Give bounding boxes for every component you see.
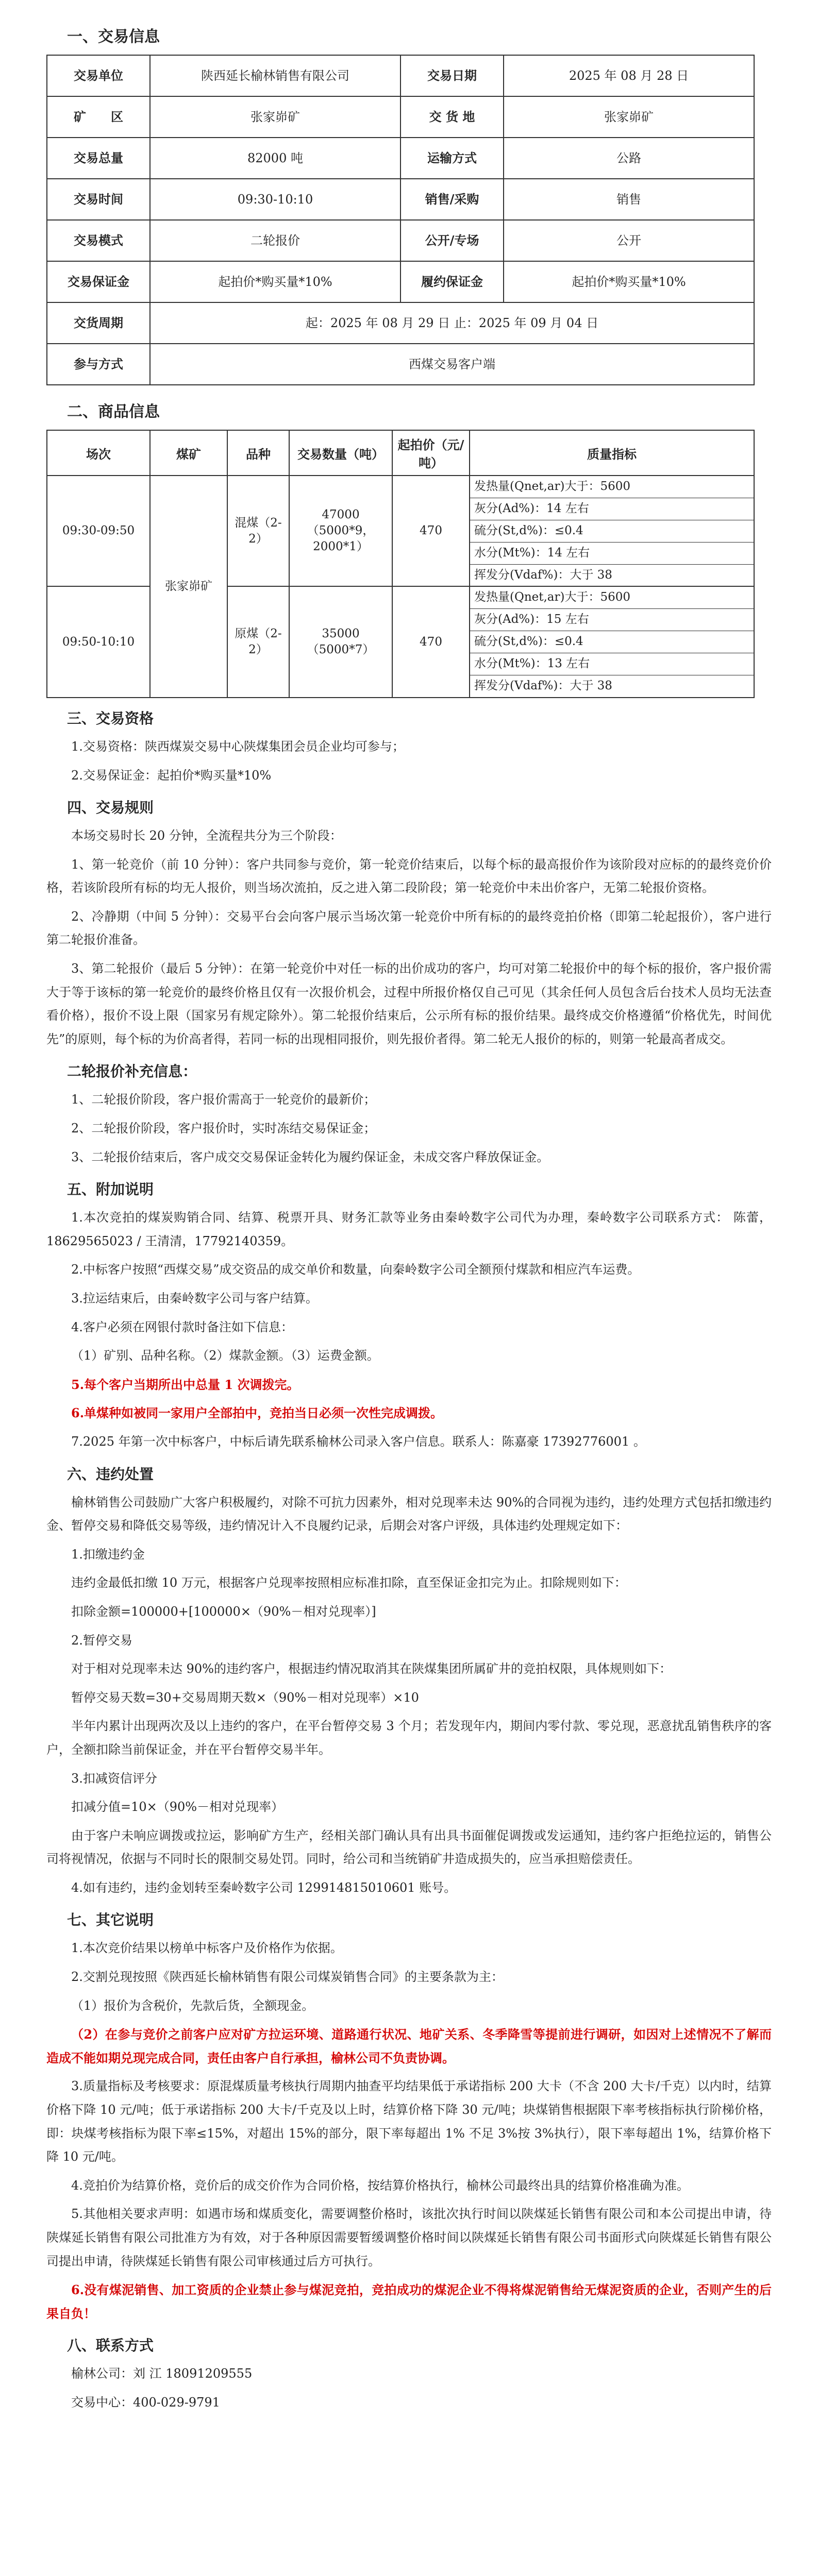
paragraph: 2.交易保证金：起拍价*购买量*10% [71,768,272,783]
highlight-paragraph: 5.每个客户当期所出中总量 1 次调拨完。 [71,1377,299,1392]
indicator-item: 灰分(Ad%)：14 左右 [470,498,754,520]
cell-mine: 张家峁矿 [150,476,227,698]
section-title-qualification: 三、交易资格 [67,709,154,727]
cell-label: 公开/专场 [400,220,504,261]
table-row [47,302,754,344]
section-title-contact: 八、联系方式 [67,2337,154,2354]
paragraph: 3.扣减资信评分 [71,1771,157,1786]
indicator-item: 发热量(Qnet,ar)大于：5600 [470,587,754,609]
cell-label: 交易总量 [47,138,150,179]
trade-info-table [46,55,755,385]
paragraph: 3.质量指标及考核要求：原混煤质量考核执行周期内抽查平均结果低于承诺指标 200 大卡（不含 200 大卡/千克）以内时，结算价格下降 10 元/吨；低于承诺指标 200 大卡/千克及以上时，结算价格下降 30 元/吨；块煤销售根据限下率考核指标执行阶梯价格，即：块煤考核指标为限下率≤15%，对超出 15%的部分，限下率每超出 1% 不足 3%按 3%执行），限下率每超出 1%，结算价格下降 10 元/吨。 [46,2079,772,2164]
paragraph: 1、第一轮竞价（前 10 分钟）：客户共同参与竞价，第一轮竞价结束后，以每个标的最高报价作为该阶段对应标的的最终竞价价格，若该阶段所有标的均无人报价，则当场次流拍，反之进入第二段阶段；第一轮竞价中未出价客户，无第二轮报价资格。 [46,857,772,895]
formula: 暂停交易天数=30+交易周期天数×（90%－相对兑现率）×10 [71,1690,419,1705]
table-row [47,55,754,96]
highlight-paragraph: 6.没有煤泥销售、加工资质的企业禁止参与煤泥竞拍，竞拍成功的煤泥企业不得将煤泥销售给无煤泥资质的企业，否则产生的后果自负！ [46,2282,772,2321]
section-title-other: 七、其它说明 [67,1911,154,1929]
cell-quantity: 35000（5000*7） [289,586,392,697]
cell-value: 张家峁矿 [504,96,754,138]
paragraph: 4.客户必须在网银付款时备注如下信息： [71,1319,293,1334]
column-header: 起拍价（元/吨） [392,430,470,476]
paragraph: 1、二轮报价阶段，客户报价需高于一轮竞价的最新价； [71,1092,376,1107]
cell-value: 销售 [504,179,754,220]
section-title-breach: 六、违约处置 [67,1465,154,1483]
paragraph: 5.其他相关要求声明：如遇市场和煤质变化，需要调整价格时，该批次执行时间以陕煤延长销售有限公司和本公司提出申请，待陕煤延长销售有限公司批准方为有效，对于各种原因需要暂缓调整价格时间以陕煤延长销售有限公司书面形式向陕煤延长销售有限公司提出申请，待陕煤延长销售有限公司审核通过后方可执行。 [46,2207,772,2268]
cell-value: 09:30-10:10 [150,179,400,220]
paragraph: 1.扣缴违约金 [71,1547,145,1562]
paragraph: 由于客户未响应调拨或拉运，影响矿方生产，经相关部门确认具有出具书面催促调拨或发运通知，违约客户拒绝拉运的，销售公司将视情况，依据与不同时长的限制交易处罚。同时，给公司和当统销矿井造成损失的，应当承担赔偿责任。 [46,1828,772,1867]
paragraph: 3、二轮报价结束后，客户成交交易保证金转化为履约保证金，未成交客户释放保证金。 [71,1149,549,1164]
cell-value: 2025 年 08 月 28 日 [504,55,754,96]
column-header: 场次 [47,430,150,476]
cell-variety: 混煤（2-2） [227,476,289,586]
goods-table [46,430,755,698]
section-title-additional: 五、附加说明 [67,1181,154,1198]
cell-value: 起拍价*购买量*10% [150,261,400,302]
paragraph: 2.暂停交易 [71,1633,132,1648]
section-title-trade-info: 一、交易信息 [67,28,160,46]
indicator-item: 硫分(St,d%)：≤0.4 [470,520,754,543]
cell-quantity: 47000（5000*9，2000*1） [289,476,392,586]
paragraph: 2.交割兑现按照《陕西延长榆林销售有限公司煤炭销售合同》的主要条款为主： [71,1970,504,1985]
cell-label: 销售/采购 [400,179,504,220]
table-row [47,220,754,261]
cell-label: 交易日期 [400,55,504,96]
table-row [47,96,754,138]
formula: 扣减分值=10×（90%－相对兑现率） [71,1800,284,1815]
column-header: 品种 [227,430,289,476]
table-header-row [47,430,754,476]
table-row [47,344,754,385]
cell-value: 公路 [504,138,754,179]
paragraph: 半年内累计出现两次及以上违约的客户，在平台暂停交易 3 个月；若发现年内，期间内零付款、零兑现，恶意扰乱销售秩序的客户，全额扣除当前保证金，并在平台暂停交易半年。 [46,1719,772,1757]
indicator-item: 发热量(Qnet,ar)大于：5600 [470,476,754,498]
highlight-paragraph: 6.单煤种如被同一家用户全部拍中，竞拍当日必须一次性完成调拨。 [71,1405,443,1421]
table-row [47,261,754,302]
section-title-goods-info: 二、商品信息 [67,403,160,421]
paragraph: （1）报价为含税价，先款后货，全额现金。 [71,1998,314,2013]
paragraph: 榆林销售公司鼓励广大客户积极履约，对除不可抗力因素外，相对兑现率未达 90%的合同视为违约，违约处理方式包括扣缴违约金、暂停交易和降低交易等级，违约情况计入不良履约记录，后期会对客户评级，具体违约处理规定如下： [46,1495,772,1533]
paragraph: 2.中标客户按照“西煤交易”成交资品的成交单价和数量，向秦岭数字公司全额预付煤款和相应汽车运费。 [71,1262,640,1277]
table-row [47,179,754,220]
formula: 扣除金额=100000+[100000×（90%－相对兑现率）] [71,1604,376,1619]
paragraph: 本场交易时长 20 分钟，全流程共分为三个阶段： [71,828,342,843]
contact-line: 榆林公司：刘 江 18091209555 [71,2366,253,2381]
cell-label: 交易单位 [47,55,150,96]
indicator-item: 水分(Mt%)：14 左右 [470,543,754,565]
table-row [47,476,754,586]
contact-line: 交易中心：400-029-9791 [71,2395,220,2410]
cell-value: 起：2025 年 08 月 29 日 止：2025 年 09 月 04 日 [150,302,754,344]
cell-value: 公开 [504,220,754,261]
indicator-item: 水分(Mt%)：13 左右 [470,653,754,675]
cell-value: 起拍价*购买量*10% [504,261,754,302]
cell-label: 交易保证金 [47,261,150,302]
paragraph: 1.本次竞拍的煤炭购销合同、结算、税票开具、财务汇款等业务由秦岭数字公司代为办理，秦岭数字公司联系方式： 陈蕾，18629565023 / 王清清，17792140359。 [46,1210,772,1248]
indicator-item: 灰分(Ad%)：15 左右 [470,609,754,631]
cell-label: 交易模式 [47,220,150,261]
paragraph: （1）矿别、品种名称。（2）煤款金额。（3）运费金额。 [71,1348,379,1363]
highlight-paragraph: （2）在参与竞价之前客户应对矿方拉运环境、道路通行状况、地矿关系、冬季降雪等提前进行调研，如因对上述情况不了解而造成不能如期兑现完成合同，责任由客户自行承担，榆林公司不负责协调。 [46,2027,772,2065]
cell-variety: 原煤（2-2） [227,586,289,697]
paragraph: 3、第二轮报价（最后 5 分钟）：在第一轮竞价中对任一标的出价成功的客户，均可对第二轮报价中的每个标的报价，客户报价需大于等于该标的第一轮竞价的最终价格且仅有一次报价机会，过程中所报价格仅自己可见（其余任何人员包含后台技术人员均无法查看价格），报价不设上限（国家另有规定除外）。第二轮报价结束后，公示所有标的报价结果。最终成交价格遵循“价格优先，时间优先”的原则，每个标的为价高者得，若同一标的出现相同报价，则先报价者得。第二轮无人报价的标的，则第一轮最高者成交。 [46,961,772,1046]
paragraph: 1.交易资格：陕西煤炭交易中心陕煤集团会员企业均可参与； [71,739,405,754]
table-row [47,138,754,179]
cell-label: 参与方式 [47,344,150,385]
cell-value: 张家峁矿 [150,96,400,138]
indicator-item: 挥发分(Vdaf%)：大于 38 [474,679,612,693]
column-header: 质量指标 [470,430,754,476]
paragraph: 4.竞拍价为结算价格，竞价后的成交价作为合同价格，按结算价格执行，榆林公司最终出具的结算价格准确为准。 [71,2178,689,2193]
paragraph: 2、二轮报价阶段，客户报价时，实时冻结交易保证金； [71,1121,376,1136]
cell-label: 交 货 地 [400,96,504,138]
column-header: 交易数量（吨） [289,430,392,476]
column-header: 煤矿 [150,430,227,476]
cell-price: 470 [392,586,470,697]
paragraph: 7.2025 年第一次中标客户，中标后请先联系榆林公司录入客户信息。联系人：陈嘉豪 17392776001 。 [71,1434,646,1449]
indicator-item: 挥发分(Vdaf%)：大于 38 [474,568,612,582]
paragraph: 3.拉运结束后，由秦岭数字公司与客户结算。 [71,1291,318,1306]
cell-value: 西煤交易客户端 [150,344,754,385]
cell-session: 09:50-10:10 [47,586,150,697]
cell-label: 履约保证金 [400,261,504,302]
cell-value: 陕西延长榆林销售有限公司 [150,55,400,96]
cell-session: 09:30-09:50 [47,476,150,586]
cell-label: 交货周期 [47,302,150,344]
cell-label: 交易时间 [47,179,150,220]
paragraph: 违约金最低扣缴 10 万元，根据客户兑现率按照相应标准扣除，直至保证金扣完为止。扣除规则如下： [71,1575,627,1590]
cell-value: 82000 吨 [150,138,400,179]
cell-indicators [470,586,754,697]
cell-value: 二轮报价 [150,220,400,261]
cell-indicators [470,476,754,586]
section-title-second-round: 二轮报价补充信息： [67,1063,197,1080]
section-title-rules: 四、交易规则 [67,799,154,817]
paragraph: 1.本次竞价结果以榜单中标客户及价格作为依据。 [71,1941,343,1956]
cell-price: 470 [392,476,470,586]
paragraph: 2、冷静期（中间 5 分钟）：交易平台会向客户展示当场次第一轮竞价中所有标的的最终竞拍价格（即第二轮起报价），客户进行第二轮报价准备。 [46,909,772,947]
paragraph: 对于相对兑现率未达 90%的违约客户，根据违约情况取消其在陕煤集团所属矿井的竞拍权限，具体规则如下： [71,1662,672,1676]
cell-label: 矿 区 [47,96,150,138]
cell-label: 运输方式 [400,138,504,179]
paragraph: 4.如有违约，违约金划转至秦岭数字公司 129914815010601 账号。 [71,1880,457,1895]
indicator-item: 硫分(St,d%)：≤0.4 [470,631,754,653]
